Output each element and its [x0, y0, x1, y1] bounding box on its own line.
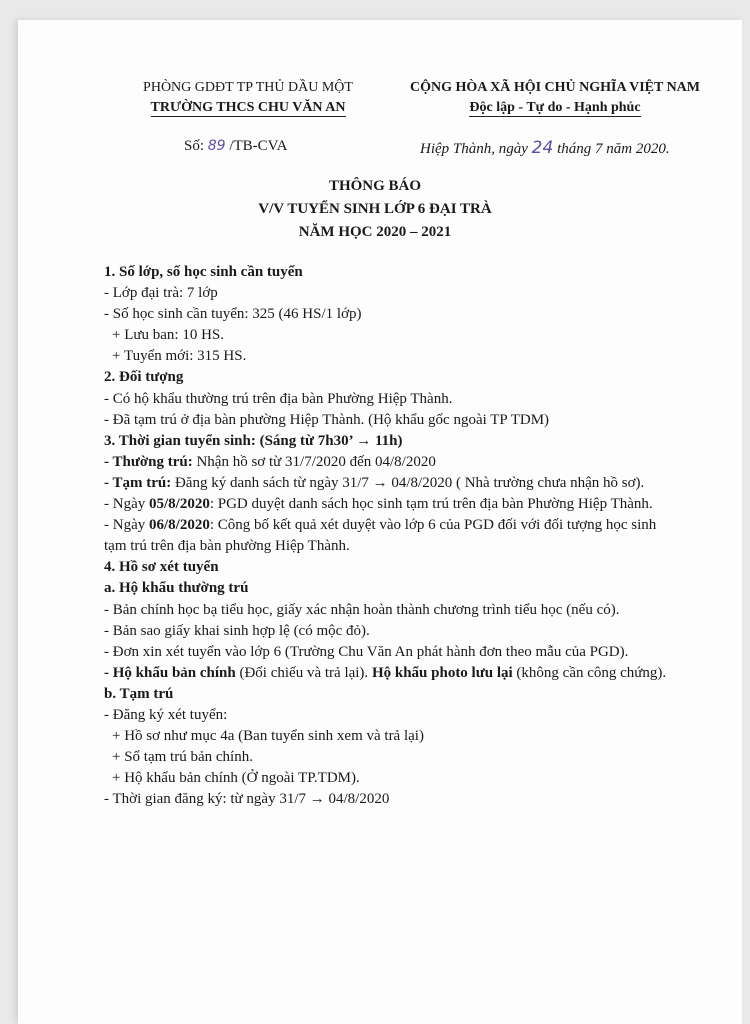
national-header	[396, 78, 714, 118]
issuer-header	[128, 78, 368, 118]
date-item-prefix: - Ngày	[104, 496, 149, 513]
school-year: NĂM HỌC 2020 – 2021	[298, 224, 452, 240]
date-item-text: : Công bố kết quả xét duyệt vào lớp 6 của PGD đối với đối tượng học sinh tạm trú trên địa bàn phường Hiệp Thành.	[104, 517, 657, 555]
list-item	[104, 452, 670, 473]
list-item: + Hộ khẩu bản chính (Ở ngoài TP.TDM).	[112, 770, 360, 787]
list-item	[104, 473, 670, 494]
date-item-bold: 05/8/2020	[149, 496, 210, 513]
date-item-prefix: - Ngày	[104, 517, 149, 534]
list-item: - Bản chính học bạ tiểu học, giấy xác nhận hoàn thành chương trình tiểu học (nếu có).	[104, 601, 620, 618]
document-body	[104, 262, 670, 810]
list-item: + Lưu ban: 10 HS.	[112, 327, 225, 344]
list-item: - Bản sao giấy khai sinh hợp lệ (có mộc đỏ).	[104, 622, 370, 639]
school-name: TRƯỜNG THCS CHU VĂN AN	[150, 100, 346, 115]
temporary-residence-label: - Tạm trú:	[104, 474, 172, 491]
section-2-heading: 2. Đối tượng	[104, 369, 184, 386]
list-item: + Sổ tạm trú bản chính.	[112, 749, 253, 766]
list-item: + Tuyển mới: 315 HS.	[112, 348, 247, 365]
household-original-text: (Đối chiếu và trả lại).	[235, 664, 372, 681]
list-item: - Có hộ khẩu thường trú trên địa bàn Phường Hiệp Thành.	[104, 390, 453, 407]
household-original-label: - Hộ khẩu bản chính	[104, 664, 236, 681]
list-item: + Hồ sơ như mục 4a (Ban tuyển sinh xem và trả lại)	[112, 728, 424, 745]
list-item	[104, 663, 670, 684]
document-number-prefix: Số:	[184, 138, 208, 154]
document-title: THÔNG BÁO	[328, 178, 422, 194]
department-name: PHÒNG GDĐT TP THỦ DẦU MỘT	[143, 80, 353, 95]
household-photo-label: Hộ khẩu photo lưu lại	[371, 664, 513, 681]
document-number-suffix: /TB-CVA	[225, 138, 288, 154]
permanent-residence-label: - Thường trú:	[104, 453, 193, 470]
list-item: - Lớp đại trà: 7 lớp	[104, 285, 218, 302]
date-prefix: Hiệp Thành, ngày	[420, 141, 532, 157]
section-1-heading: 1. Số lớp, số học sinh cần tuyển	[104, 264, 303, 280]
section-4b-heading: b. Tạm trú	[104, 685, 174, 702]
list-item	[104, 494, 670, 515]
list-item	[104, 515, 670, 557]
document-date	[420, 138, 670, 158]
document-subject: V/V TUYỂN SINH LỚP 6 ĐẠI TRÀ	[258, 201, 492, 217]
date-suffix: tháng 7 năm 2020.	[553, 141, 670, 157]
section-4a-heading: a. Hộ khẩu thường trú	[104, 580, 249, 597]
date-item-bold: 06/8/2020	[149, 517, 210, 534]
list-item: - Đơn xin xét tuyển vào lớp 6 (Trường Chu Văn An phát hành đơn theo mẫu của PGD).	[104, 643, 629, 660]
section-4-heading: 4. Hồ sơ xét tuyển	[104, 559, 219, 576]
date-item-text: : PGD duyệt danh sách học sinh tạm trú trên địa bàn Phường Hiệp Thành.	[209, 496, 653, 513]
permanent-residence-text: Nhận hồ sơ từ 31/7/2020 đến 04/8/2020	[192, 453, 436, 470]
list-item: - Số học sinh cần tuyển: 325 (46 HS/1 lớp)	[104, 306, 362, 323]
list-item: - Thời gian đăng ký: từ ngày 31/7 → 04/8/2020	[104, 791, 390, 808]
list-item: - Đã tạm trú ở địa bàn phường Hiệp Thành. (Hộ khẩu gốc ngoài TP TDM)	[104, 411, 550, 428]
national-motto: Độc lập - Tự do - Hạnh phúc	[469, 100, 641, 115]
household-photo-text: (không cần công chứng).	[512, 664, 667, 681]
list-item: - Đăng ký xét tuyển:	[104, 706, 228, 723]
temporary-residence-text: Đăng ký danh sách từ ngày 31/7 → 04/8/2020 ( Nhà trường chưa nhận hồ sơ).	[171, 474, 645, 491]
section-3-heading: 3. Thời gian tuyển sinh: (Sáng từ 7h30’ → 11h)	[104, 432, 403, 449]
document-number-handwritten: 89	[207, 138, 226, 154]
document-number	[184, 138, 287, 155]
date-day-handwritten: 24	[531, 138, 554, 158]
country-name: CỘNG HÒA XÃ HỘI CHỦ NGHĨA VIỆT NAM	[409, 80, 700, 95]
